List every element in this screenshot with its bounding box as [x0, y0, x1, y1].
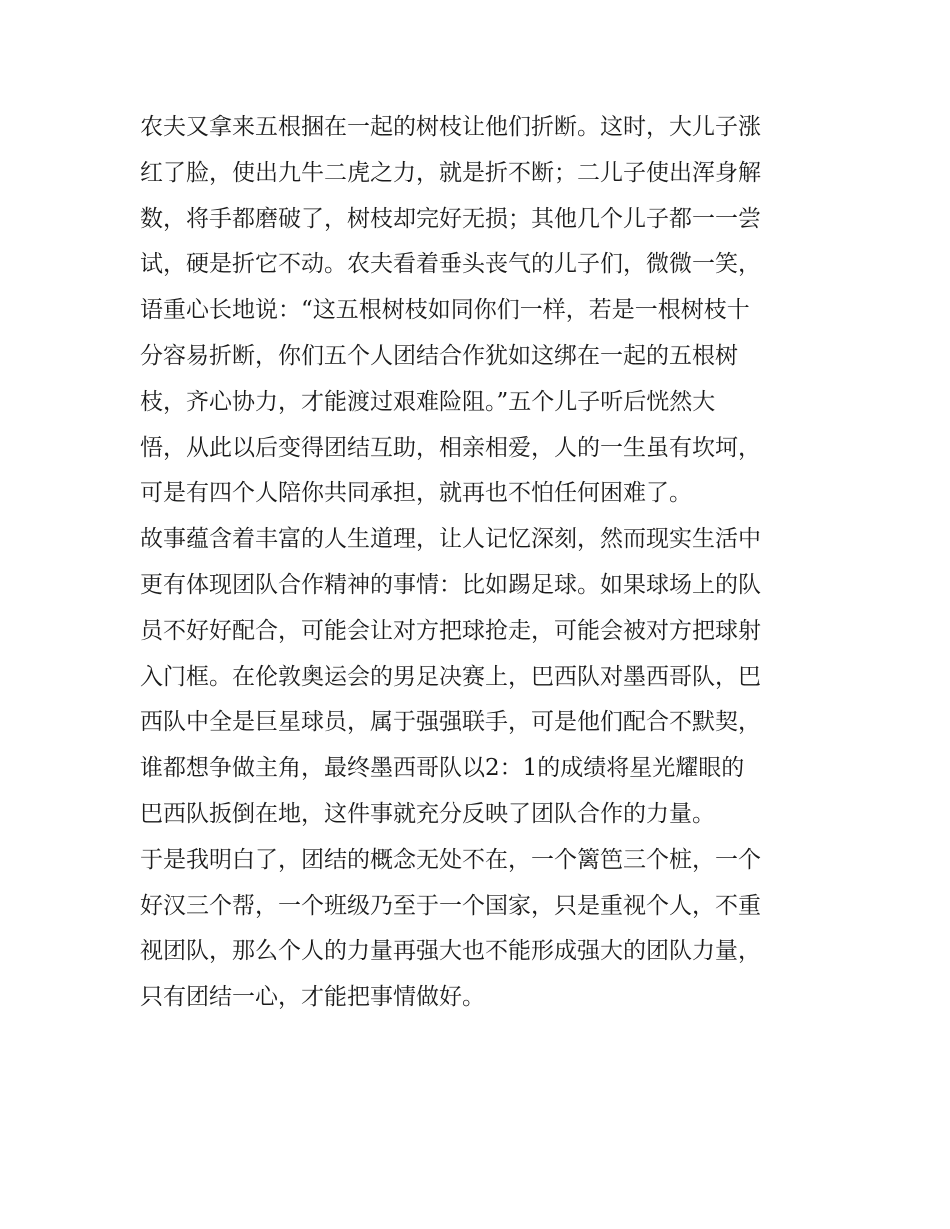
text-line: 视团队，那么个人的力量再强大也不能形成强大的团队力量，: [140, 938, 761, 965]
text-line: 西队中全是巨星球员，属于强强联手，可是他们配合不默契，: [140, 709, 761, 736]
text-line: 故事蕴含着丰富的人生道理，让人记忆深刻，然而现实生活中: [140, 526, 761, 553]
text-line: 员不好好配合，可能会让对方把球抢走，可能会被对方把球射: [140, 617, 761, 644]
text-line: 数，将手都磨破了，树枝却完好无损；其他几个儿子都一一尝: [140, 205, 761, 232]
text-line: 谁都想争做主角，最终墨西哥队以2：1的成绩将星光耀眼的: [140, 755, 745, 782]
text-line: 好汉三个帮，一个班级乃至于一个国家，只是重视个人，不重: [140, 892, 761, 919]
text-line: 于是我明白了，团结的概念无处不在，一个篱笆三个桩，一个: [140, 846, 761, 873]
text-line: 分容易折断，你们五个人团结合作犹如这绑在一起的五根树: [140, 342, 738, 369]
essay-text: [140, 105, 820, 1021]
text-line: 枝，齐心协力，才能渡过艰难险阻。”五个儿子听后恍然大: [140, 388, 716, 415]
text-line: 更有体现团队合作精神的事情：比如踢足球。如果球场上的队: [140, 571, 761, 598]
text-line: 语重心长地说：“这五根树枝如同你们一样，若是一根树枝十: [140, 297, 750, 324]
text-line: 红了脸，使出九牛二虎之力，就是折不断；二儿子使出浑身解: [140, 159, 761, 186]
text-line: 入门框。在伦敦奥运会的男足决赛上，巴西队对墨西哥队，巴: [140, 663, 761, 690]
text-line: 试，硬是折它不动。农夫看着垂头丧气的儿子们，微微一笑，: [140, 251, 761, 278]
text-line: 悟，从此以后变得团结互助，相亲相爱，人的一生虽有坎坷，: [140, 434, 761, 461]
text-line: 农夫又拿来五根捆在一起的树枝让他们折断。这时，大儿子涨: [140, 114, 761, 140]
text-line: 巴西队扳倒在地，这件事就充分反映了团队合作的力量。: [140, 800, 715, 827]
text-line: 只有团结一心，才能把事情做好。: [140, 984, 485, 1011]
text-line: 可是有四个人陪你共同承担，就再也不怕任何困难了。: [140, 480, 692, 507]
